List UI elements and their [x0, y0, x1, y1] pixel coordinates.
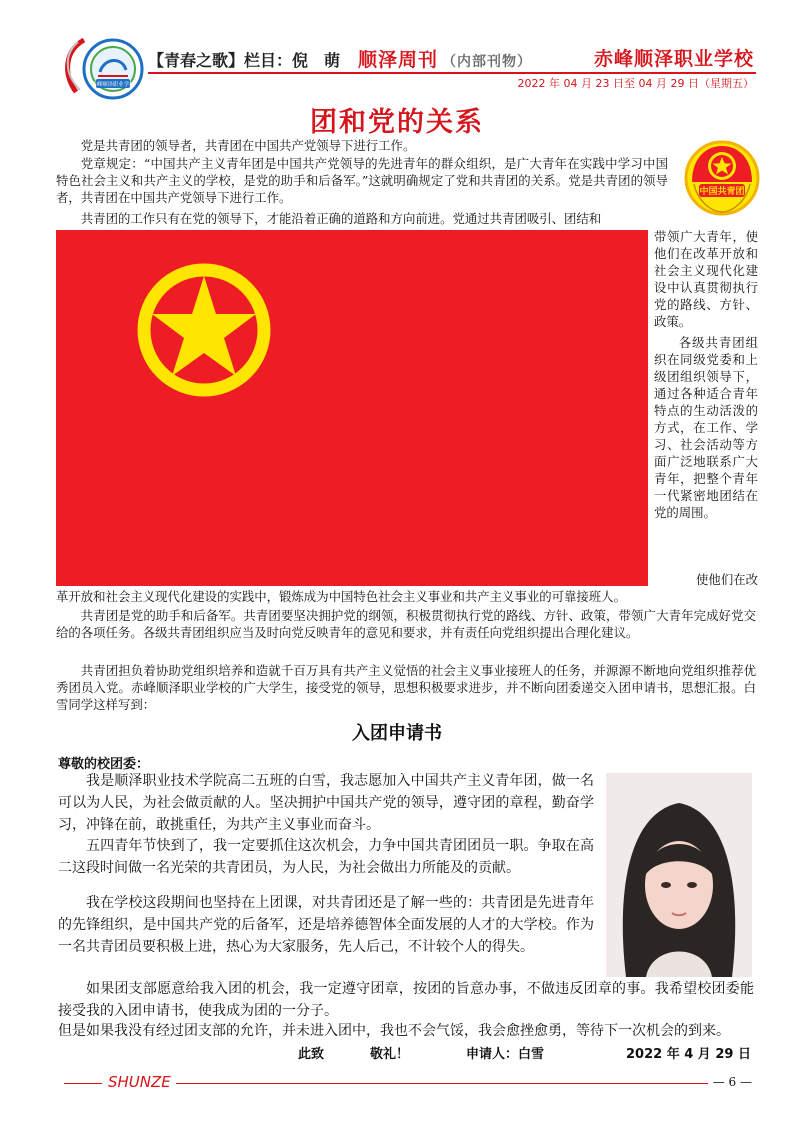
youth-league-flag — [56, 230, 648, 586]
article-side-paragraph-3: 使他们在改 — [696, 572, 758, 587]
footer-line-left — [64, 1083, 102, 1084]
letter-paragraph-5: 但是如果我没有经过团支部的允许，并未进入团中，我也不会气馁，我会愈挫愈勇，等待下一次机会的到来。 — [58, 1023, 730, 1039]
portrait-icon — [606, 773, 752, 977]
page-header — [56, 34, 756, 92]
closing-zhici: 此致 — [298, 1047, 325, 1062]
footer-brand: SHUNZE — [108, 1073, 171, 1091]
applicant-signature: 申请人：白雪 — [466, 1047, 545, 1062]
journal-subtitle: （内部刊物） — [442, 54, 533, 70]
page-footer — [64, 1073, 754, 1093]
school-logo-icon — [82, 38, 144, 100]
letter-salutation: 尊敬的校团委： — [58, 757, 150, 772]
article-paragraph-1: 党是共青团的领导者，共青团在中国共产党领导下进行工作。 — [80, 138, 416, 153]
letter-paragraph-3: 我在学校这段期间也坚持在上团课，对共青团还是了解一些的：共青团是先进青年的先锋组织，是中国共产党的后备军，还是培养德智体全面发展的人才的大学校。作为一名共青团员要积极上进，热心为大家服务，先人后己，不计较个人的得失。 — [58, 895, 594, 955]
letter-paragraph-2: 五四青年节快到了，我一定要抓住这次机会，力争中国共青团团员一职。争取在高二这段时间做一名光荣的共青团员，为人民，为社会做出力所能及的贡献。 — [58, 838, 594, 876]
article-paragraph-5: 共青团是党的助手和后备军。共青团要坚决拥护党的纲领，积极贯彻执行党的路线、方针、政策，带领广大青年完成好党交给的各项任务。各级共青团组织应当及时向党反映青年的意见和要求，并有责任向党组织提出合理化建议。 — [56, 608, 756, 640]
letter-paragraph-1: 我是顺泽职业技术学院高二五班的白雪，我志愿加入中国共产主义青年团，做一名可以为人民，为社会做贡献的人。坚决拥护中国共产党的领导，遵守团的章程，勤奋学习，冲锋在前，敢挑重任，为共产主义事业而奋斗。 — [58, 773, 594, 833]
letter-title: 入团申请书 — [352, 723, 442, 744]
article-side-paragraph-1: 带领广大青年，使他们在改革开放和社会主义现代化建设中认真贯彻执行党的路线、方针、政策。 — [654, 229, 758, 329]
logo-text: 赤峰顺泽职业学校 — [91, 82, 135, 88]
letter-date: 2022 年 4 月 29 日 — [626, 1047, 751, 1062]
letter-paragraph-4: 如果团支部愿意给我入团的机会，我一定遵守团章，按团的旨意办事，不做违反团章的事。我希望校团委能接受我的入团申请书，使我成为团的一分子。 — [58, 981, 754, 1019]
article-paragraph-2: 党章规定：“中国共产主义青年团是中国共产党领导的先进青年的群众组织，是广大青年在实践中学习中国特色社会主义和共产主义的学校，是党的助手和后备军。”这就明确规定了党和共青团的关系。党是共青团的领导者，共青团在中国共产党领导下进行工作。 — [56, 156, 668, 205]
article-paragraph-4: 革开放和社会主义现代化建设的实践中，锻炼成为中国特色社会主义事业和共产主义事业的可靠接班人。 — [56, 589, 626, 604]
journal-title — [358, 45, 532, 72]
journal-name: 顺泽周刊 — [358, 49, 439, 71]
issue-date: 2022 年 04 月 23 日至 04 月 29 日（星期五） — [517, 77, 754, 90]
page-number: — 6 — — [712, 1075, 752, 1089]
column-label: 【青春之歌】栏目：倪 萌 — [148, 51, 341, 70]
article-title: 团和党的关系 — [310, 107, 484, 138]
youth-league-emblem-icon — [682, 138, 762, 220]
emblem-text: 中国共青团 — [699, 187, 745, 197]
flag-star-ring-icon — [136, 262, 272, 398]
school-name: 赤峰顺泽职业学校 — [593, 48, 754, 70]
article-paragraph-3: 共青团的工作只有在党的领导下，才能沿着正确的道路和方向前进。党通过共青团吸引、团结和 — [80, 211, 602, 226]
footer-line-right — [176, 1083, 708, 1084]
header-divider — [148, 72, 756, 74]
applicant-photo — [606, 773, 752, 977]
article-paragraph-6: 共青团担负着协助党组织培养和造就千百万具有共产主义觉悟的社会主义事业接班人的任务，并源源不断地向党组织推荐优秀团员入党。赤峰顺泽职业学校的广大学生，接受党的领导，思想积极要求进步，并不断向团委递交入团申请书，思想汇报。白雪同学这样写到： — [56, 663, 756, 712]
closing-jingli: 敬礼！ — [370, 1047, 410, 1062]
article-side-paragraph-2: 各级共青团组织在同级党委和上级团组织领导下，通过各种适合青年特点的生动活泼的方式，在工作、学习、社会活动等方面广泛地联系广大青年，把整个青年一代紧密地团结在党的周围。 — [654, 335, 758, 520]
